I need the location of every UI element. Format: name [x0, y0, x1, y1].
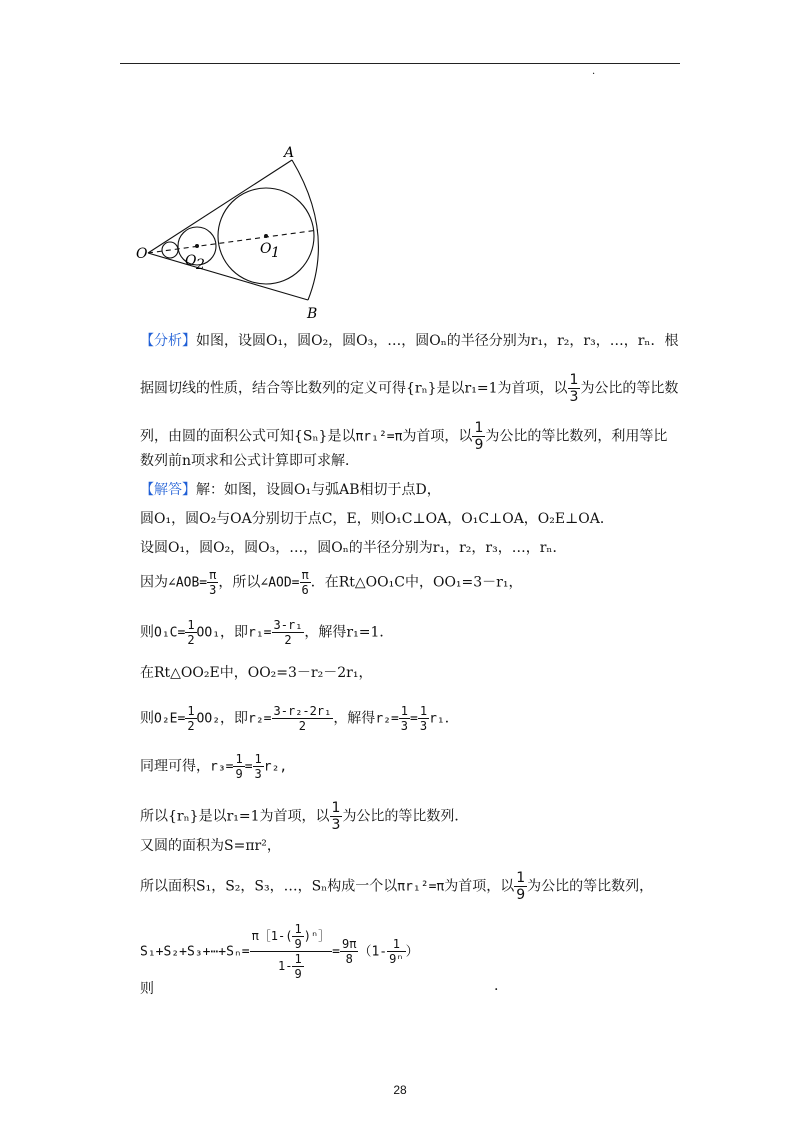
fraction-one-over-9n: $\frac{1}{\text{9ⁿ}}$: [389, 937, 404, 966]
center-o1: [264, 234, 268, 238]
sum-formula: S₁+S₂+S₃+⋯+Sₙ= π［1-( $\frac{1}{9}$ )ⁿ］ 1- $\frac{1}{9}$ = $\frac{9\pi}{8}$ （1- $\frac{1}{\text{9ⁿ}}$ ）: [140, 922, 419, 981]
fraction-r2: $\frac{\text{3-r₂-2r₁}}{2}$: [273, 704, 332, 733]
solution-line-11: 所以面积S₁，S₂，S₃，…，Sₙ构成一个以πr₁²=π为首项，以 $\frac{1}{9}$ 为公比的等比数列，: [140, 870, 654, 903]
ray-oa: [148, 160, 292, 253]
fraction-ratio-ninth: $\frac{1}{9}$: [516, 870, 526, 903]
label-o2: O: [185, 253, 197, 269]
ray-ob: [148, 253, 308, 300]
analysis-tag: 【分析】: [140, 333, 196, 349]
solution-line-1: 【解答】解：如图，设圆O₁与弧AB相切于点D，: [140, 482, 441, 498]
solution-line-9: 所以{rₙ}是以r₁=1为首项，以 $\frac{1}{3}$ 为公比的等比数列．: [140, 800, 469, 833]
solution-line-5: 则O₁C= $\frac{1}{2}$ OO₁，即r₁= $\frac{\text{3-r₁}}{2}$ ，解得r₁=1．: [140, 618, 394, 647]
fraction-one-ninth: $\frac{1}{9}$: [474, 420, 484, 453]
fraction-sum: π［1-( $\frac{1}{9}$ )ⁿ］ 1- $\frac{1}{9}$: [251, 922, 331, 981]
solution-line-6: 在Rt△OO₂E中，OO₂=3－r₂－2r₁，: [140, 665, 373, 681]
fraction-nine-pi-8: $\frac{9\pi}{8}$: [342, 937, 357, 966]
label-o1-sub: 1: [271, 245, 280, 261]
fraction-pi-6: $\frac{\pi}{6}$: [301, 568, 309, 597]
geometry-figure: [130, 140, 330, 325]
solution-tag: 【解答】: [140, 482, 196, 498]
label-a: A: [284, 145, 295, 161]
analysis-line-2: 据圆切线的性质，结合等比数列的定义可得{rₙ}是以r₁=1为首项，以 $\frac{1}{3}$ 为公比的等比数: [140, 372, 679, 405]
label-o1: O: [260, 241, 272, 257]
solution-line-4: 因为∠AOB= $\frac{\pi}{3}$ ，所以∠AOD= $\frac{\pi}{6}$ ．在Rt△OO₁C中，OO₁=3－r₁，: [140, 568, 523, 597]
header-rule: [120, 63, 680, 64]
solution-line-12: 则: [140, 981, 154, 997]
header-dot: .: [592, 66, 596, 77]
solution-line-10: 又圆的面积为S=πr²，: [140, 838, 281, 854]
fraction-third-r3: $\frac{1}{3}$: [254, 752, 262, 781]
solution-end-dot: .: [494, 978, 499, 994]
center-o2: [195, 244, 199, 248]
center-line: [148, 230, 318, 253]
solution-line-3: 设圆O₁，圆O₂，圆O₃，…，圆Oₙ的半径分别为r₁，r₂，r₃，…，rₙ．: [140, 540, 567, 556]
solution-line-8: 同理可得，r₃= $\frac{1}{9}$ = $\frac{1}{3}$ r₂,: [140, 752, 288, 781]
fraction-ratio-third: $\frac{1}{3}$: [331, 800, 341, 833]
fraction-r1: $\frac{\text{3-r₁}}{2}$: [273, 618, 303, 647]
solution-line-7: 则O₂E= $\frac{1}{2}$ OO₂，即r₂= $\frac{\text{3-r₂-2r₁}}{2}$ ，解得r₂= $\frac{1}{3}$ = $\frac{1}{3}$ r₁．: [140, 704, 459, 733]
solution-line-2: 圆O₁，圆O₂与OA分别切于点C，E，则O₁C⊥OA，O₁C⊥OA，O₂E⊥OA．: [140, 511, 614, 527]
fraction-third-a: $\frac{1}{3}$: [400, 704, 409, 733]
analysis-line-1: 【分析】如图，设圆O₁，圆O₂，圆O₃，…，圆Oₙ的半径分别为r₁，r₂，r₃，…，rₙ．根: [140, 333, 679, 349]
fraction-one-third: $\frac{1}{3}$: [569, 372, 579, 405]
fraction-third-b: $\frac{1}{3}$: [419, 704, 428, 733]
arc-ab: [292, 160, 318, 300]
analysis-line-3: 列，由圆的面积公式可知{Sₙ}是以πr₁²=π为首项，以 $\frac{1}{9}$ 为公比的等比数列，利用等比: [140, 420, 668, 453]
page-number: 28: [393, 1083, 407, 1097]
fraction-one-half-a: $\frac{1}{2}$: [187, 618, 195, 647]
label-o: O: [136, 246, 148, 262]
label-o2-sub: 2: [196, 257, 205, 273]
fraction-pi-3: $\frac{\pi}{3}$: [209, 568, 217, 597]
analysis-line-4: 数列前n项求和公式计算即可求解．: [140, 453, 360, 469]
label-b: B: [307, 306, 318, 322]
fraction-one-half-b: $\frac{1}{2}$: [187, 704, 195, 733]
fraction-ninth-r3: $\frac{1}{9}$: [235, 752, 243, 781]
